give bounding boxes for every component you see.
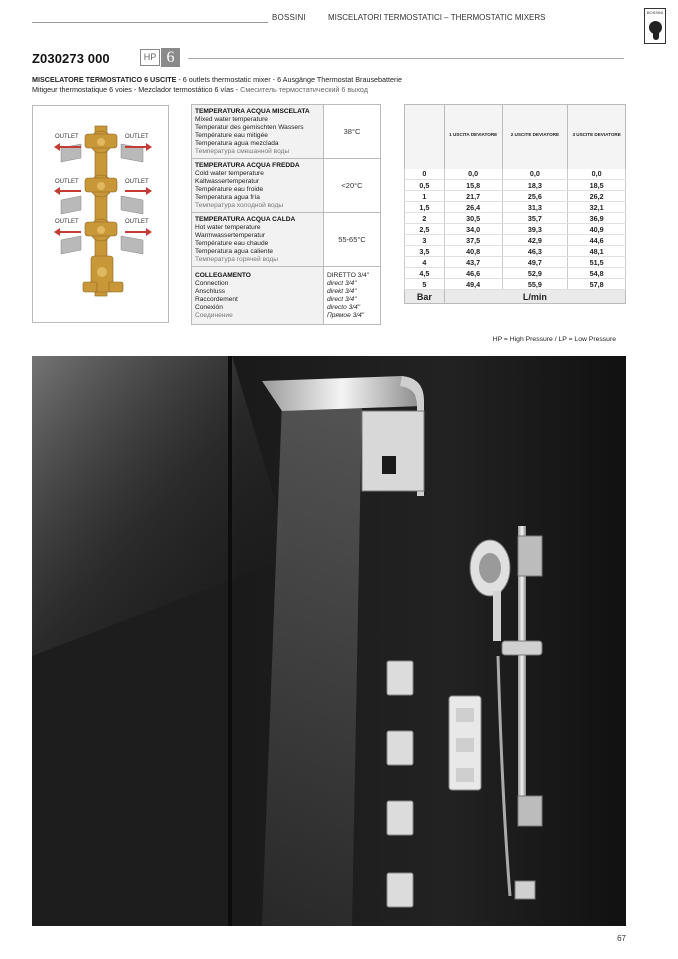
- outlet-label: OUTLET: [125, 179, 149, 185]
- outlet-arrow-left-icon: [59, 190, 81, 192]
- spec-heading: TEMPERATURA ACQUA FREDDA: [195, 161, 300, 169]
- flow-row: 3,5 40,8 46,3 48,1: [405, 246, 626, 257]
- section-title: MISCELATORI TERMOSTATICI – THERMOSTATIC MIXERS: [328, 13, 546, 22]
- flow-row: 4 43,7 49,7 51,5: [405, 257, 626, 268]
- spec-row: COLLEGAMENTO Connection Anschluss Raccordement Conexión Соединение DIRETTO 3/4" direct 3/4" direkt 3/4" direct 3/4" directo 3/4" Прямое 3/4": [192, 267, 381, 325]
- product-subtitle: Mitigeur thermostatique 6 voies - Mezclador termostático 6 vías - Смеситель термостатический 6 выход: [32, 85, 368, 94]
- flow-rate-table: [404, 104, 626, 304]
- spec-table: [191, 104, 381, 325]
- flow-row: 3 37,5 42,9 44,6: [405, 235, 626, 246]
- pressure-legend: HP = High Pressure / LP = Low Pressure: [492, 336, 616, 343]
- code-divider: [188, 58, 624, 59]
- outlet-arrow-left-icon: [59, 146, 81, 148]
- shower-scene-illustration: [32, 356, 626, 926]
- outlet-label: OUTLET: [125, 219, 149, 225]
- spec-heading: TEMPERATURA ACQUA CALDA: [195, 215, 296, 223]
- flow-footer-row: [405, 290, 626, 304]
- shower-system-photo: [32, 356, 626, 926]
- outlet-arrow-right-icon: [125, 231, 147, 233]
- flow-row: 2,5 34,0 39,3 40,9: [405, 224, 626, 235]
- product-title: MISCELATORE TERMOSTATICO 6 USCITE - 6 outlets thermostatic mixer - 6 Ausgänge Thermostat Brausebatterie: [32, 75, 403, 84]
- spec-value: 38°C: [324, 105, 381, 159]
- flow-column-header: 3 USCITE DEVIATORE: [568, 105, 626, 165]
- flow-row: 2 30,5 35,7 36,9: [405, 213, 626, 224]
- logo-text: BOSSINI: [646, 10, 664, 15]
- spec-row: TEMPERATURA ACQUA MISCELATA Mixed water temperature Temperatur des gemischten Wassers Température eau mitigée Temperatura agua mezclada Температура смешанной воды 38°C: [192, 105, 381, 159]
- thermostatic-valve-illustration: [33, 106, 170, 324]
- valve-diagram: [32, 105, 169, 323]
- outlet-label: OUTLET: [55, 219, 79, 225]
- outlet-arrow-right-icon: [125, 146, 147, 148]
- brand-name: BOSSINI: [272, 13, 306, 22]
- outlet-label: OUTLET: [55, 134, 79, 140]
- flow-row: 0 0,0 0,0 0,0: [405, 169, 626, 180]
- header-rule-left: [32, 22, 268, 23]
- flow-row: 1,5 26,4 31,3 32,1: [405, 202, 626, 213]
- brand-logo: [644, 8, 666, 44]
- flow-row: 0,5 15,8 18,3 18,5: [405, 180, 626, 191]
- spec-value: DIRETTO 3/4" direct 3/4" direkt 3/4" direct 3/4" directo 3/4" Прямое 3/4": [324, 267, 381, 325]
- spec-row: TEMPERATURA ACQUA CALDA Hot water temperature Warmwassertemperatur Température eau chaude Temperatura agua caliente Температура горячей воды 55-65°C: [192, 213, 381, 267]
- spec-value: 55-65°C: [324, 213, 381, 267]
- flow-column-header: 1 USCITA DEVIATORE: [444, 105, 502, 165]
- flow-column-header: 2 USCITE DEVIATORE: [502, 105, 568, 165]
- outlet-label: OUTLET: [125, 134, 149, 140]
- outlet-arrow-right-icon: [125, 190, 147, 192]
- flow-row: 1 21,7 25,6 26,2: [405, 191, 626, 202]
- flow-row: 4,5 46,6 52,9 54,8: [405, 268, 626, 279]
- page-number: 67: [617, 934, 626, 943]
- flow-header-row: [405, 105, 626, 165]
- flow-footer-unit-bar: Bar: [405, 290, 445, 304]
- flow-footer-unit-lmin: L/min: [444, 290, 625, 304]
- spec-heading: COLLEGAMENTO: [195, 271, 251, 279]
- product-code: Z030273 000: [32, 51, 110, 66]
- spec-row: TEMPERATURA ACQUA FREDDA Cold water temperature Kaltwassertemperatur Température eau froide Temperatura agua fría Температура холодной воды <20°C: [192, 159, 381, 213]
- outlet-label: OUTLET: [55, 179, 79, 185]
- spec-heading: TEMPERATURA ACQUA MISCELATA: [195, 107, 310, 115]
- outlet-arrow-left-icon: [59, 231, 81, 233]
- flow-row: 5 49,4 55,9 57,8: [405, 279, 626, 290]
- high-pressure-badge: HP: [140, 49, 160, 66]
- outlets-count-badge: 6: [161, 48, 180, 67]
- spec-value: <20°C: [324, 159, 381, 213]
